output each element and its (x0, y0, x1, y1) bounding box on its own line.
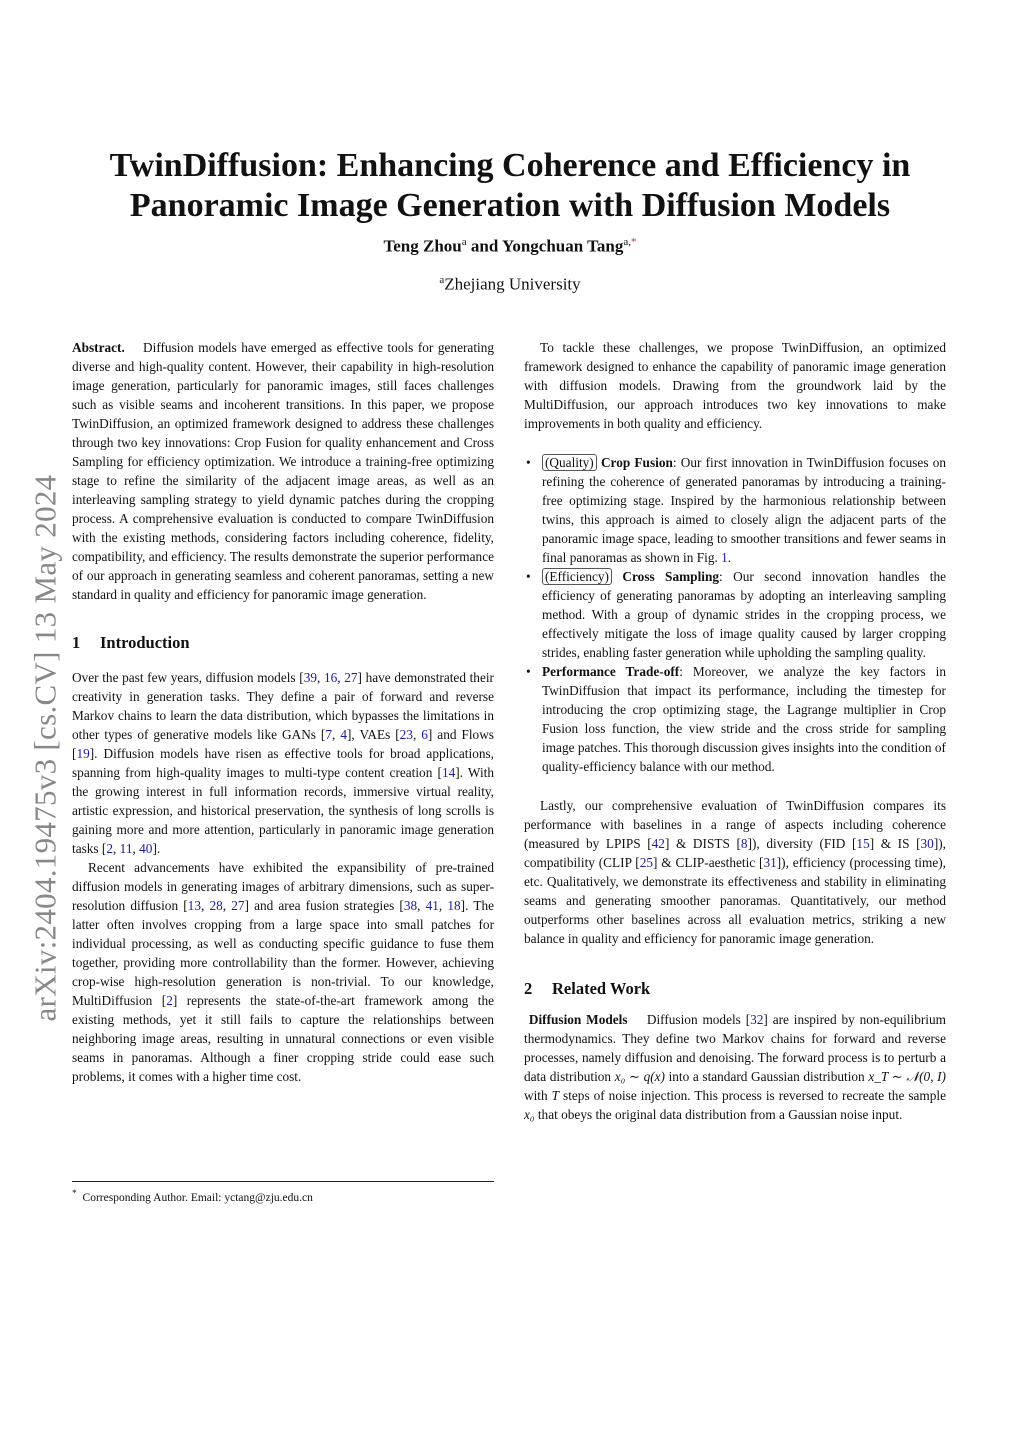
cross-sampling-label: Cross Sampling (622, 569, 720, 584)
footnote (72, 1186, 494, 1206)
citation-link[interactable]: 27 (231, 898, 245, 913)
left-column (72, 338, 494, 1086)
footnote-divider (72, 1181, 494, 1182)
citation-link[interactable]: 7 (325, 727, 333, 742)
affiliation-mark: a (439, 274, 445, 286)
abstract-label: Abstract. (72, 340, 125, 355)
contribution-efficiency: • (Efficiency) Cross Sampling: Our second innovation handles the efficiency of generating panoramas by adopting an interleaving sampling method. With a group of dynamic strides in the cropping process, we effectively mitigate the loss of image quality caused by larger cropping strides, enabling faster generation while upholding the sampling quality. (526, 569, 947, 660)
footnote-mark: * (72, 1188, 77, 1199)
citation-link[interactable]: 25 (639, 855, 654, 870)
intro-paragraph-1: Over the past few years, diffusion models [39, 16, 27] have demonstrated their creativity in generation tasks. They define a pair of forward and reverse Markov chains to learn the data distribution, which bypasses the limitations in other types of generative models like GANs [7, 4], VAEs [23, 6] and Flows [19]. Diffusion models have risen as effective tools for broad applications, spanning from high-quality images to multi-type content creation [14]. With the growing interest in full information records, immersive virtual reality, artistic expression, and historical preservation, the synthesis of long scrolls is gaining more and more attention, particularly in panoramic image generation tasks [2, 11, 40]. (72, 670, 494, 856)
citation-link[interactable]: 32 (750, 1012, 764, 1027)
citation-link[interactable]: 42 (651, 836, 665, 851)
figure-reference-link[interactable]: 1 (721, 550, 728, 565)
footnote-text: Corresponding Author. Email: yctang@zju.edu.cn (82, 1191, 313, 1204)
evaluation-paragraph: Lastly, our comprehensive evaluation of TwinDiffusion compares its performance with baselines in a range of aspects including coherence (measured by LPIPS [42] & DISTS [8]), diversity (FID [15] & IS [30]), compatibility (CLIP [25] & CLIP-aesthetic [31]), efficiency (processing time), etc. Qualitatively, we demonstrate its effectiveness and stability in eliminating seams and generating smoother panoramas. Quantitatively, our method outperforms other baselines across all evaluation metrics, striking a new balance in quality and efficiency for panoramic image generation. (524, 798, 947, 946)
performance-tradeoff-label: Performance Trade-off (542, 664, 680, 679)
section-2-title: Related Work (552, 979, 651, 998)
math-gaussian-distribution: x_T ∼ 𝒩(0, I) (868, 1069, 946, 1084)
citation-link[interactable]: 41 (425, 898, 439, 913)
intro-paragraph-2: Recent advancements have exhibited the expansibility of pre-trained diffusion models in generating images of arbitrary dimensions, such as super-resolution diffusion [13, 28, 27] and area fusion strategies [38, 41, 18]. The latter often involves cropping from a large space into small patches for individual processing, as well as conducting specific guidance to fuse them together, providing more controllability than the former. However, achieving crop-wise high-resolution generation is non-trivial. To our knowledge, MultiDiffusion [2] represents the state-of-the-art framework among the existing methods, yet it still fails to capture the relationships between neighboring image areas, resulting in unnatural connections or even visible seams in panoramas. Although a finer cropping stride could ease such problems, it comes with a higher time cost. (72, 860, 494, 1084)
section-1-heading (72, 632, 494, 654)
contribution-quality: • (Quality) Crop Fusion: Our first innovation in TwinDiffusion focuses on refining the coherence of generated panoramas by introducing a training-free optimizing stage. Inspired by the harmonious relationship between twins, this approach is aimed to closely align the adjacent parts of the panoramic image space, leading to smoother transitions and fewer seams in final panoramas as shown in Fig. 1. (526, 455, 946, 565)
arxiv-watermark (20, 438, 70, 1058)
section-1-title: Introduction (100, 633, 190, 652)
arxiv-id-text: arXiv:2404.19475v3 [cs.CV] 13 May 2024 (27, 474, 63, 1022)
citation-link[interactable]: 28 (209, 898, 223, 913)
abstract-text: Diffusion models have emerged as effective tools for generating diverse and high-quality content. However, their capability in high-resolution image generation, particularly for panoramic images, still faces challenges such as visible seams and incoherent transitions. In this paper, we propose TwinDiffusion, an optimized framework designed to address these challenges through two key innovations: Crop Fusion for quality enhancement and Cross Sampling for efficiency optimization. We introduce a training-free optimizing stage to refine the similarity of the adjacent image areas, as well as an interleaving sampling strategy to yield dynamic patches during the cropping process. A comprehensive evaluation is conducted to compare TwinDiffusion with the existing methods, considering factors including coherence, fidelity, compatibility, and efficiency. The results demonstrate the superior performance of our approach in generating seamless and coherent panoramas, setting a new standard in quality and efficiency for panoramic image generation. (72, 340, 494, 602)
citation-link[interactable]: 30 (920, 836, 934, 851)
citation-link[interactable]: 40 (139, 841, 153, 856)
author-2-affiliation: a,* (623, 236, 637, 248)
citation-link[interactable]: 11 (119, 841, 133, 856)
citation-link[interactable]: 38 (403, 898, 418, 913)
author-list (60, 236, 960, 257)
citation-link[interactable]: 23 (399, 727, 413, 742)
citation-link[interactable]: 4 (340, 727, 347, 742)
abstract (72, 338, 494, 604)
contribution-intro: To tackle these challenges, we propose TwinDiffusion, an optimized framework designed to enhance the capability of panoramic image generation with diffusion models. Drawing from the groundwork laid by the MultiDiffusion, our approach introduces two key innovations to make improvements in both quality and efficiency. (524, 340, 946, 431)
citation-link[interactable]: 31 (763, 855, 777, 870)
citation-link[interactable]: 8 (740, 836, 748, 851)
citation-link[interactable]: 18 (447, 898, 461, 913)
contribution-tradeoff: • Performance Trade-off: Moreover, we analyze the key factors in TwinDiffusion that impact its performance, including the timestep for introducing the crop optimizing stage, the Lagrange multiplier in Crop Fusion loss function, the view stride and the cross stride for sampling image patches. This thorough discussion gives insights into the condition of quality-efficiency balance with our method. (526, 664, 947, 774)
contribution-list (524, 453, 946, 776)
title-line-1: TwinDiffusion: Enhancing Coherence and Efficiency in (109, 147, 911, 184)
diffusion-models-label: Diffusion Models (528, 1012, 628, 1027)
title-line-2: Panoramic Image Generation with Diffusion Models (129, 187, 891, 224)
bullet-icon: • (526, 664, 531, 679)
citation-link[interactable]: 2 (166, 993, 173, 1008)
citation-link[interactable]: 39 (303, 670, 317, 685)
citation-link[interactable]: 13 (187, 898, 201, 913)
section-2-heading (524, 978, 946, 1000)
efficiency-tag: (Efficiency) (542, 568, 612, 585)
citation-link[interactable]: 19 (76, 746, 90, 761)
affiliation (60, 274, 960, 295)
citation-link[interactable]: 16 (323, 670, 338, 685)
citation-link[interactable]: 2 (106, 841, 114, 856)
citation-link[interactable]: 27 (344, 670, 358, 685)
paper-title (60, 146, 960, 226)
section-2-number: 2 (524, 979, 533, 998)
bullet-icon: • (526, 455, 531, 470)
citation-link[interactable]: 15 (856, 836, 870, 851)
author-1: Teng Zhou (383, 236, 462, 256)
related-work-paragraph: Diffusion Models Diffusion models [32] are inspired by non-equilibrium thermodynamics. They define two Markov chains for forward and reverse processes, namely diffusion and denoising. The forward process is to perturb a data distribution x₀ ∼ q(x) into a standard Gaussian distribution x_T ∼ 𝒩(0, I) with T steps of noise injection. This process is reversed to recreate the sample x₀ that obeys the original data distribution from a Gaussian noise input. (524, 1012, 947, 1122)
author-1-affiliation: a (461, 236, 467, 248)
citation-link[interactable]: 14 (441, 765, 456, 780)
math-data-distribution: x₀ ∼ q(x) (614, 1069, 665, 1084)
quality-tag: (Quality) (542, 454, 597, 471)
author-separator: and (466, 236, 502, 256)
corresponding-author-mark[interactable]: * (631, 236, 637, 248)
section-1-number: 1 (72, 633, 81, 652)
crop-fusion-label: Crop Fusion (600, 455, 673, 470)
citation-link[interactable]: 6 (421, 727, 428, 742)
right-column (524, 338, 946, 1124)
math-sample: x₀ (524, 1107, 535, 1122)
bullet-icon: • (526, 569, 531, 584)
math-steps: T (551, 1088, 560, 1103)
author-2: Yongchuan Tang (501, 236, 624, 256)
affiliation-name: Zhejiang University (444, 274, 581, 294)
